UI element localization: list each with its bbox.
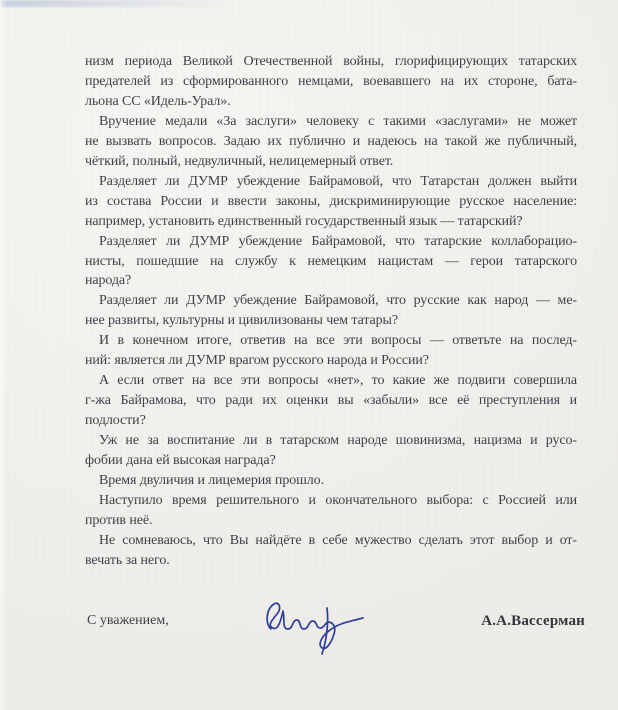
- scan-edge-tint: [0, 0, 235, 7]
- letter-line: нисты, пошедшие на службу к немецким нацистам — герои татарского: [85, 253, 577, 269]
- closing-salutation: С уважением,: [87, 613, 169, 628]
- letter-line: А если ответ на все эти вопросы «нет», то какие же подвиги совершила: [99, 373, 577, 389]
- letter-line: чёткий, полный, недвуличный, нелицемерный ответ.: [85, 153, 394, 169]
- letter-line: Разделяет ли ДУМР убеждение Байрамовой, что Татарстан должен выйти: [99, 173, 577, 189]
- scan-edge-highlight: [0, 0, 7, 710]
- letter-body: [85, 52, 577, 571]
- letter-line: против неё.: [85, 512, 153, 528]
- letter-line: низм периода Великой Отечественной войны, глорифицирующих татарских: [85, 54, 577, 69]
- letter-line: нее развиты, культурны и цивилизованы чем татары?: [85, 313, 398, 329]
- letter-line: И в конечном итоге, ответив на все эти вопросы — ответьте на послед-: [99, 333, 577, 349]
- letter-line: Не сомневаюсь, что Вы найдёте в себе мужество сделать этот выбор и от-: [99, 532, 577, 548]
- signature-name: А.А.Вассерман: [481, 613, 585, 629]
- letter-line: вечать за него.: [85, 552, 170, 568]
- letter-line: Разделяет ли ДУМР убеждение Байрамовой, что татарские коллаборацио-: [99, 233, 577, 249]
- letter-line: Уж не за воспитание ли в татарском народе шовинизма, нацизма и русо-: [99, 433, 577, 449]
- letter-line: например, установить единственный государственный язык — татарский?: [85, 213, 523, 229]
- letter-line: не вызвать вопросов. Задаю их публично и надеюсь на такой же публичный,: [85, 133, 577, 149]
- signature-block: [85, 612, 585, 668]
- letter-line: г-жа Байрамова, что ради их оценки вы «забыли» все её преступления и: [85, 393, 577, 409]
- letter-line: льона СС «Идель-Урал».: [85, 93, 231, 109]
- letter-line: из состава России и ввести законы, дискриминирующие русское население:: [85, 193, 577, 209]
- letter-line: Вручение медали «За заслуги» человеку с такими «заслугами» не может: [99, 113, 577, 129]
- letter-line: Время двуличия и лицемерия прошло.: [99, 473, 324, 489]
- letter-line: народа?: [85, 273, 132, 289]
- letter-line: предателей из сформированного немцами, воевавшего на их стороне, бата-: [85, 73, 577, 89]
- letter-line: ний: является ли ДУМР врагом русского народа и России?: [85, 353, 429, 369]
- handwritten-signature-icon: [257, 596, 369, 660]
- letter-line: фобии дана ей высокая награда?: [85, 453, 276, 469]
- letter-line: Разделяет ли ДУМР убеждение Байрамовой, что русские как народ — ме-: [99, 293, 577, 309]
- letter-line: Наступило время решительного и окончательного выбора: с Россией или: [99, 492, 577, 508]
- letter-line: подлости?: [85, 413, 146, 429]
